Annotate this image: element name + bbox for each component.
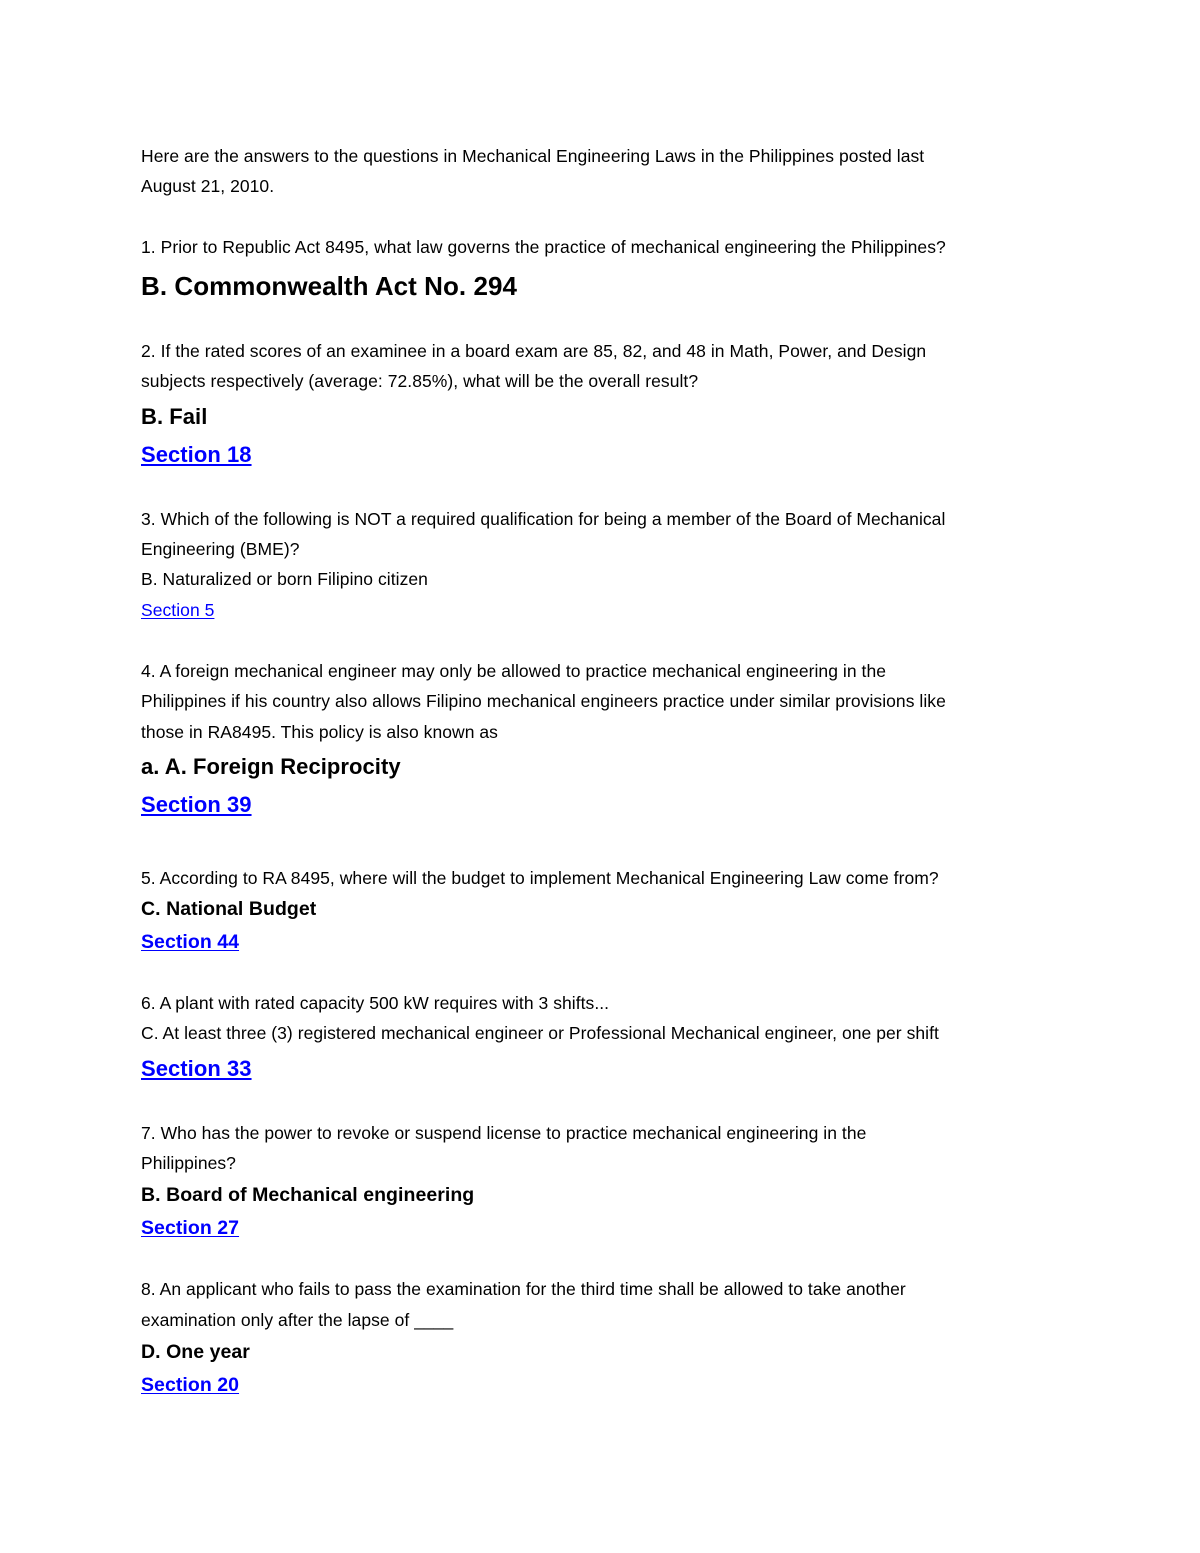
q4-answer: a. A. Foreign Reciprocity xyxy=(141,754,401,779)
q2-answer: B. Fail xyxy=(141,404,208,429)
q2-section-link[interactable]: Section 18 xyxy=(141,442,252,467)
q8-question-line-1: 8. An applicant who fails to pass the examination for the third time shall be allowed to take another xyxy=(141,1279,906,1299)
q5-question: 5. According to RA 8495, where will the budget to implement Mechanical Engineering Law come from? xyxy=(141,868,939,888)
q8-answer: D. One year xyxy=(141,1341,250,1363)
q3-answer: B. Naturalized or born Filipino citizen xyxy=(141,569,428,589)
q6-section-link[interactable]: Section 33 xyxy=(141,1056,252,1081)
q7-section-link[interactable]: Section 27 xyxy=(141,1217,240,1239)
q3-section-link[interactable]: Section 5 xyxy=(141,600,215,620)
q5-answer: C. National Budget xyxy=(141,898,317,920)
q7-answer: B. Board of Mechanical engineering xyxy=(141,1184,475,1206)
q4-question-line-1: 4. A foreign mechanical engineer may only be allowed to practice mechanical engineering in the xyxy=(141,661,887,681)
q6-answer: C. At least three (3) registered mechanical engineer or Professional Mechanical engineer, one per shift xyxy=(141,1023,939,1043)
intro-line-1: Here are the answers to the questions in Mechanical Engineering Laws in the Philippines posted last xyxy=(141,146,925,166)
q1-answer: B. Commonwealth Act No. 294 xyxy=(141,271,518,301)
q2-question-line-1: 2. If the rated scores of an examinee in a board exam are 85, 82, and 48 in Math, Power, and Design xyxy=(141,341,927,361)
q6-question: 6. A plant with rated capacity 500 kW requires with 3 shifts... xyxy=(141,993,610,1013)
q2-question-line-2: subjects respectively (average: 72.85%), what will be the overall result? xyxy=(141,371,699,391)
q4-question-line-3: those in RA8495. This policy is also known as xyxy=(141,722,498,742)
q7-question-line-1: 7. Who has the power to revoke or suspend license to practice mechanical engineering in the xyxy=(141,1123,867,1143)
q3-question-line-1: 3. Which of the following is NOT a required qualification for being a member of the Board of Mechanical xyxy=(141,509,946,529)
q8-section-link[interactable]: Section 20 xyxy=(141,1374,240,1396)
q7-question-line-2: Philippines? xyxy=(141,1153,236,1173)
q3-question-line-2: Engineering (BME)? xyxy=(141,539,300,559)
q1-question: 1. Prior to Republic Act 8495, what law governs the practice of mechanical engineering the Philippines? xyxy=(141,237,946,257)
intro-line-2: August 21, 2010. xyxy=(141,176,275,196)
q5-section-link[interactable]: Section 44 xyxy=(141,931,240,953)
q4-section-link[interactable]: Section 39 xyxy=(141,792,252,817)
q4-question-line-2: Philippines if his country also allows Filipino mechanical engineers practice under similar provisions like xyxy=(141,691,946,711)
q8-question-line-2: examination only after the lapse of ____ xyxy=(141,1310,454,1330)
